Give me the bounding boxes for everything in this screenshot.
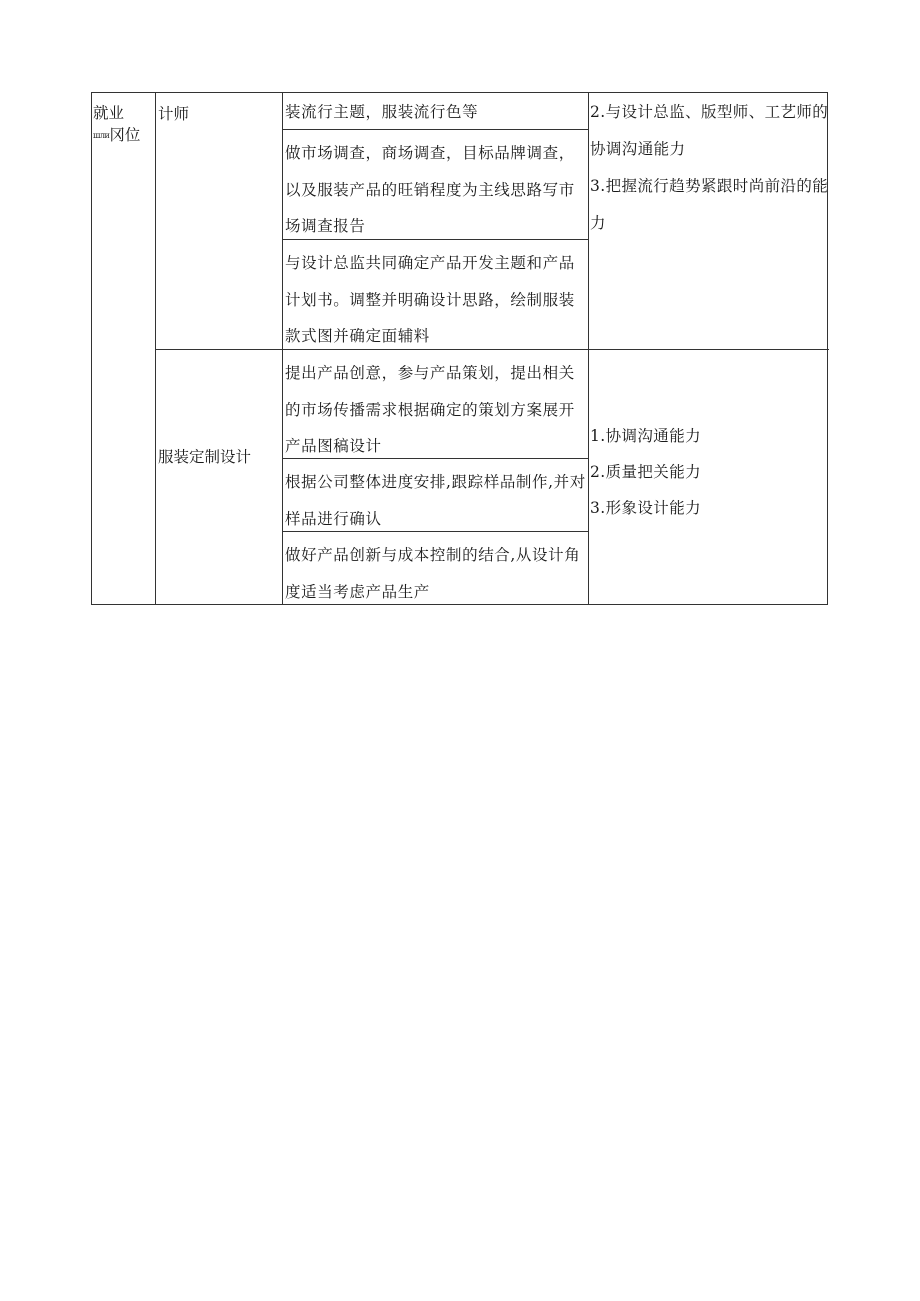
ability-item: 2.与设计总监、版型师、工艺师的协调沟通能力 — [590, 103, 829, 158]
ability-cell — [589, 418, 829, 538]
ability-item: 3.把握流行趋势紧跟时尚前沿的能力 — [590, 177, 829, 232]
position-cell: 计师 — [158, 105, 190, 123]
duty-cell: 根据公司整体进度安排,跟踪样品制作,并对样品进行确认 — [285, 473, 586, 528]
category-line2-prefix: шли — [93, 131, 110, 140]
duty-cell: 提出产品创意，参与产品策划，提出相关的市场传播需求根据确定的策划方案展开产品图稿设计 — [285, 364, 575, 455]
duty-cell: 做好产品创新与成本控制的结合,从设计角度适当考虑产品生产 — [285, 546, 581, 601]
category-cell — [92, 102, 155, 162]
ability-item: 2.质量把关能力 — [590, 463, 701, 481]
duty-cell: 与设计总监共同确定产品开发主题和产品计划书。调整并明确设计思路，绘制服装款式图并确定面辅料 — [285, 254, 575, 345]
ability-item: 1.协调沟通能力 — [590, 427, 701, 445]
duty-cell: 装流行主题，服装流行色等 — [285, 103, 479, 121]
ability-cell — [589, 100, 829, 250]
category-line1: 就业 — [93, 104, 125, 122]
category-line2 — [93, 124, 155, 147]
ability-item: 3.形象设计能力 — [590, 499, 701, 517]
category-line2-suffix: 冈位 — [109, 126, 141, 144]
position-cell: 服装定制设计 — [158, 448, 252, 466]
duty-cell: 做市场调查，商场调查，目标品牌调查，以及服装产品的旺销程度为主线思路写市场调查报告 — [285, 144, 575, 235]
job-table — [91, 92, 828, 605]
